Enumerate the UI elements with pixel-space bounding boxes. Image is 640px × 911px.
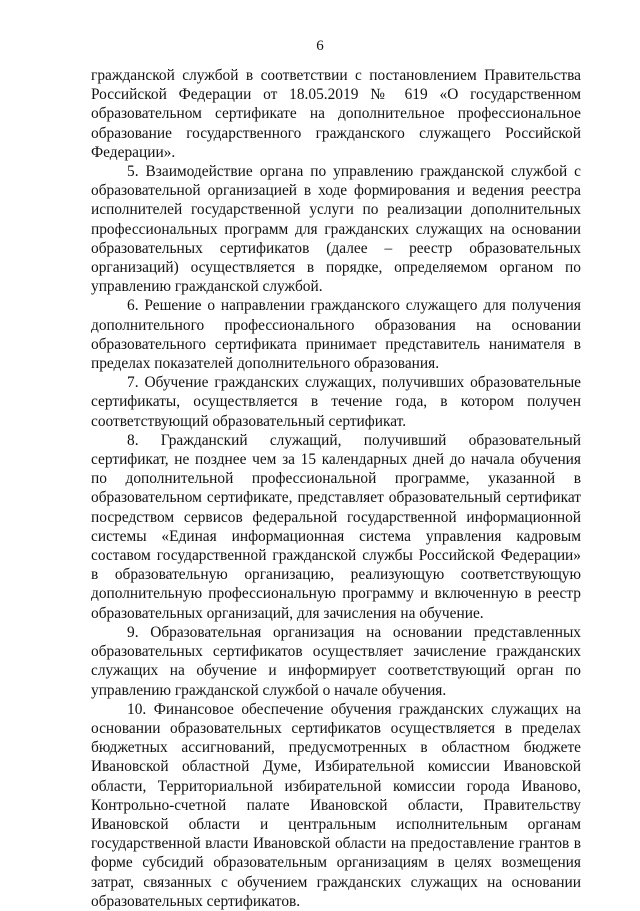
paragraph-item-7: 7. Обучение гражданских служащих, получивших образовательные сертификаты, осуществляется в течение года, в котором получен соответствующий образовательный сертификат. [91, 374, 581, 430]
paragraph-continuation: гражданской службой в соответствии с постановлением Правительства Российской Федерации от 18.05.2019 № 619 «О государственном образовательном сертификате на дополнительное профессиональное образование государственного гражданского служащего Российской Федерации». [91, 67, 581, 161]
paragraph-item-9: 9. Образовательная организация на основании представленных образовательных сертификатов осуществляет зачисление гражданских служащих на обучение и информирует соответствующий орган по управлению гражданской службой о начале обучения. [91, 623, 581, 699]
paragraph-item-8: 8. Гражданский служащий, получивший образовательный сертификат, не позднее чем за 15 календарных дней до начала обучения по дополнительной профессиональной программе, указанной в образовательном сертификате, представляет образовательный сертификат посредством сервисов федеральной государственной информационной системы «Единая информационная система управления кадровым составом государственной гражданской службы Российской Федерации» в образовательную организацию, реализующую соответствующую дополнительную профессиональную программу и включенную в реестр образовательных организаций, для зачисления на обучение. [91, 431, 581, 622]
page-number: 6 [316, 38, 324, 54]
paragraph-item-10: 10. Финансовое обеспечение обучения гражданских служащих на основании образовательных сертификатов осуществляется в пределах бюджетных ассигнований, предусмотренных в областном бюджете Ивановской областной Думе, Избирательной комиссии Ивановской области, Территориальной избирательной комиссии города Иваново, Контрольно-счетной палате Ивановской области, Правительству Ивановской области и центральным исполнительным органам государственной власти Ивановской области на предоставление грантов в форме субсидий образовательным организациям в целях возмещения затрат, связанных с обучением гражданских служащих на основании образовательных сертификатов. [91, 700, 581, 910]
paragraph-item-5: 5. Взаимодействие органа по управлению гражданской службой с образовательной организацией в ходе формирования и ведения реестра исполнителей государственной услуги по реализации дополнительных профессиональных программ для гражданских служащих на основании образовательных сертификатов (далее – реестр образовательных организаций) осуществляется в порядке, определяемом органом по управлению гражданской службой. [91, 163, 581, 296]
paragraph-item-6: 6. Решение о направлении гражданского служащего для получения дополнительного профессионального образования на основании образовательного сертификата принимает представитель нанимателя в пределах показателей дополнительного образования. [91, 297, 581, 373]
document-body [91, 66, 581, 911]
